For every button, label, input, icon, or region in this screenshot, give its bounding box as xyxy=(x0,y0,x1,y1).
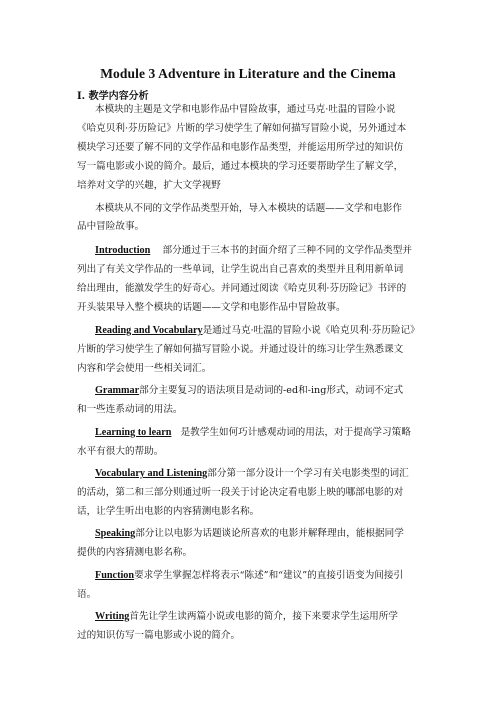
paragraph-line xyxy=(95,245,412,257)
paragraph-text: 是通过马克·吐温的冒险小说《哈克贝利·芬历险记》 xyxy=(202,325,420,336)
document-title: Module 3 Adventure in Literature and the Cinema xyxy=(100,66,396,81)
paragraph-text: 是教学生如何巧计感观动词的用法，对于提高学习策略 xyxy=(180,427,411,438)
paragraph-line: 话，让学生听出电影的内容猜测电影名称。 xyxy=(77,506,260,517)
paragraph-line: 列出了有关文学作品的一些单词，让学生说出自己喜欢的类型并且利用新单词 xyxy=(77,264,404,275)
paragraph-text: 部分通过于三本书的封面介绍了三种不同的文学作品类型并 xyxy=(162,245,412,256)
paragraph-text: 首先让学生读两篇小说或电影的简介，接下来要求学生运用所学 xyxy=(129,611,398,622)
paragraph-line: 给出理由，能激发学生的好奇心。并同通过阅读《哈克贝利·芬历险记》书评的 xyxy=(77,283,407,294)
paragraph-line: 品中冒险故事。 xyxy=(77,221,145,232)
paragraph-text: 部分第一部分设计一个学习有关电影类型的词汇 xyxy=(207,468,409,479)
paragraph-text: 部分让以电影为话题谈论所喜欢的电影并解释理由，能根据同学 xyxy=(135,528,404,539)
paragraph-line xyxy=(95,325,420,337)
paragraph-line xyxy=(95,528,404,540)
paragraph-text: 部分主要复习的语法项目是动词的-ed和-ing形式，动词不定式 xyxy=(139,385,404,396)
paragraph-line: 过的知识仿写一篇电影或小说的简介。 xyxy=(77,630,241,641)
learning-to-learn-key: Learning to learn xyxy=(95,427,172,438)
reading-vocabulary-key: Reading and Vocabulary xyxy=(95,325,203,336)
paragraph-line: 水平有很大的帮助。 xyxy=(77,446,164,457)
paragraph-text: 要求学生掌握怎样将表示“陈述”和“建议”的直接引语变为间接引 xyxy=(134,570,404,581)
paragraph-line xyxy=(95,468,409,480)
paragraph-line: 的活动，第二和三部分则通过听一段关于讨论决定看电影上映的哪部电影的对 xyxy=(77,487,404,498)
paragraph-line: 和一些连系动词的用法。 xyxy=(77,404,183,415)
paragraph-line: 写一篇电影或小说的简介。最后，通过本模块的学习还要帮助学生了解文学， xyxy=(77,161,404,172)
paragraph-line: 模块学习还要了解不同的文学作品和电影作品类型，并能运用所学过的知识仿 xyxy=(77,142,404,153)
paragraph-line xyxy=(95,427,411,439)
paragraph-line: 语。 xyxy=(77,589,97,600)
paragraph-line: 提供的内容猜测电影名称。 xyxy=(77,547,193,558)
introduction-key: Introduction xyxy=(95,245,151,256)
vocabulary-listening-key: Vocabulary and Listening xyxy=(95,468,208,479)
paragraph-line: 本模块的主题是文学和电影作品中冒险故事，通过马克·吐温的冒险小说 xyxy=(95,104,396,115)
paragraph-line: 片断的学习使学生了解如何描写冒险小说。并通过设计的练习让学生熟悉课文 xyxy=(77,344,404,355)
speaking-key: Speaking xyxy=(95,528,136,539)
writing-key: Writing xyxy=(95,611,130,622)
paragraph-line: 《哈克贝利·芬历险记》片断的学习使学生了解如何描写冒险小说，另外通过本 xyxy=(77,123,407,134)
section-heading: I. 教学内容分析 xyxy=(77,91,149,102)
paragraph-line: 内容和学会使用一些相关词汇。 xyxy=(77,363,212,374)
paragraph-line xyxy=(95,570,403,582)
paragraph-line xyxy=(95,385,403,397)
paragraph-line xyxy=(95,611,398,623)
paragraph-line: 培养对文学的兴趣，扩大文学视野 xyxy=(77,180,221,191)
paragraph-line: 开头装果导入整个模块的话题——文学和电影作品中冒险故事。 xyxy=(77,302,346,313)
function-key: Function xyxy=(95,570,135,581)
grammar-key: Grammar xyxy=(95,385,140,396)
paragraph-line: 本模块从不同的文学作品类型开始，导入本模块的话题——文学和电影作 xyxy=(95,203,402,214)
